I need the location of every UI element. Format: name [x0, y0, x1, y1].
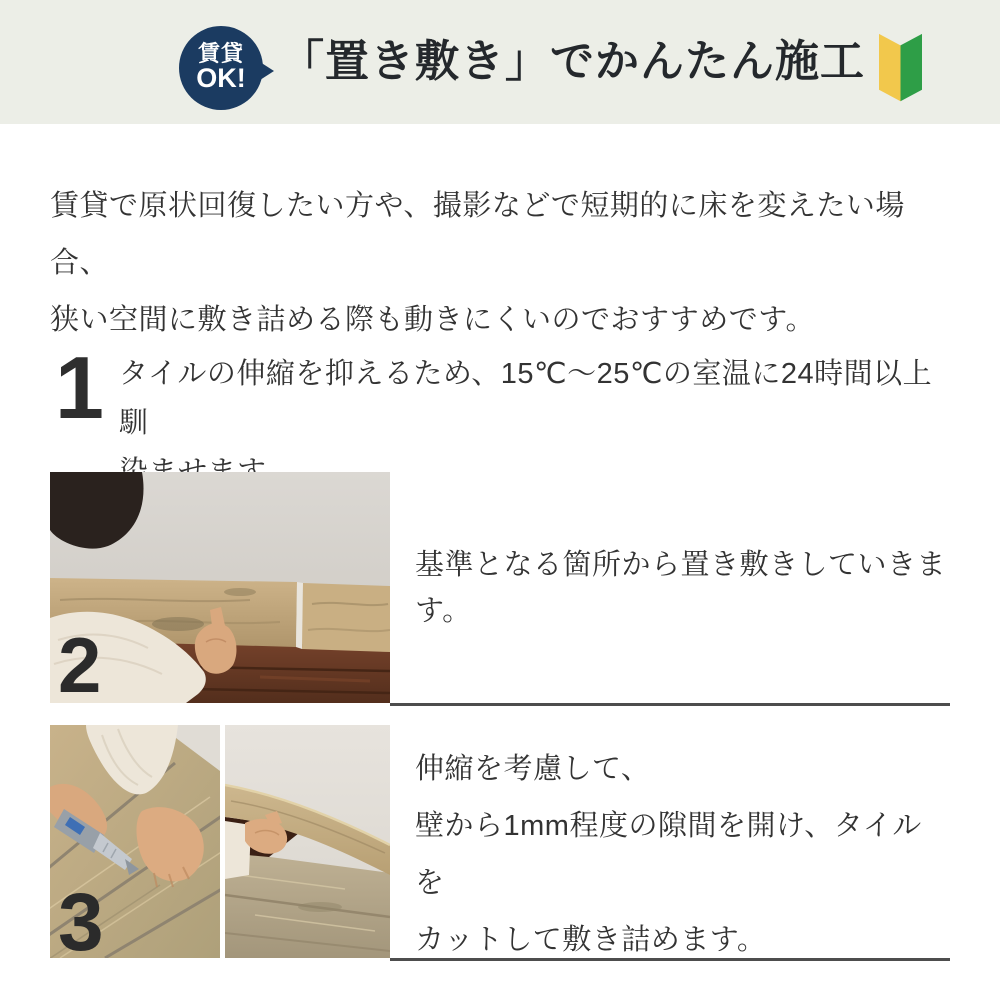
- step-3-photo-fitting: [225, 725, 390, 958]
- step-3-number: 3: [58, 877, 104, 958]
- step-3-caption: [415, 725, 950, 958]
- step-3-fitting-illustration: [225, 725, 390, 958]
- step-2-caption: [415, 472, 950, 703]
- step-3-line-1: 伸縮を考慮して、: [415, 752, 651, 785]
- header-band: [0, 0, 1000, 124]
- beginner-mark-icon: [879, 25, 922, 103]
- intro-line-2: 狭い空間に敷き詰める際も動きにくいのでおすすめです。: [50, 304, 815, 336]
- step-3-line-3: カットして敷き詰めます。: [415, 923, 767, 956]
- page-title: 「置き敷き」でかんたん施工: [280, 37, 865, 86]
- step-1-number: 1: [55, 338, 104, 437]
- step-2-photo: [50, 472, 390, 703]
- step-3-photo-cutting: [50, 725, 220, 958]
- step-3-line-2: 壁から1mm程度の隙間を開け、タイルを: [415, 809, 922, 899]
- step-2-line-1: 基準となる箇所から置き敷きしていきます。: [415, 548, 947, 627]
- step-2-divider: [390, 703, 950, 706]
- step-2-number: 2: [58, 620, 102, 703]
- badge-line1: 賃貸: [197, 41, 244, 67]
- intro-line-1: 賃貸で原状回復したい方や、撮影などで短期的に床を変えたい場合、: [50, 190, 905, 279]
- step-3: [50, 725, 950, 961]
- step-2: [50, 472, 950, 706]
- step-1-line-1: タイルの伸縮を抑えるため、15℃〜25℃の室温に24時間以上馴: [119, 358, 933, 439]
- speech-bubble-tail: [260, 62, 274, 80]
- rental-ok-badge: [179, 26, 263, 110]
- header-title-group: [280, 0, 1000, 124]
- badge-line2: OK!: [196, 63, 246, 94]
- intro-text: [50, 178, 955, 349]
